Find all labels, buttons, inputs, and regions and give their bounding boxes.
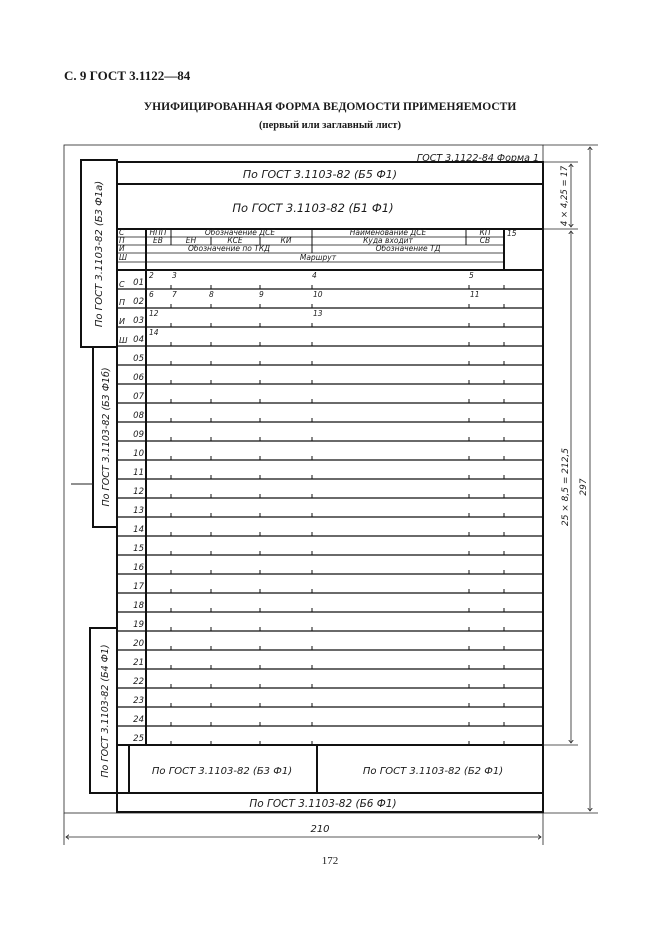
col-oboz-tkd-label: Обозначение по ТКД xyxy=(187,244,271,253)
field-number-8: 8 xyxy=(209,290,214,299)
row-prefix-01: С xyxy=(119,280,125,289)
page-number: 172 xyxy=(321,855,339,867)
dimension-rows: 25 × 8,5 = 212,5 xyxy=(561,447,571,527)
dimension-width: 210 xyxy=(310,824,330,835)
line-number: 22 xyxy=(133,677,144,687)
col-ki-label: КИ xyxy=(280,236,292,245)
header-grid xyxy=(117,229,543,745)
line-number: 23 xyxy=(133,696,144,706)
page-title: УНИФИЦИРОВАННАЯ ФОРМА ВЕДОМОСТИ ПРИМЕНЯЕМОСТИ xyxy=(143,101,517,113)
page-subtitle: (первый или заглавный лист) xyxy=(259,120,401,131)
col-marshrut-label: Маршрут xyxy=(299,253,337,262)
stamp-b3f1b: По ГОСТ 3.1103-82 (Б3 Ф1б) xyxy=(101,367,112,507)
line-number: 14 xyxy=(133,525,144,535)
line-number: 05 xyxy=(133,354,144,364)
line-number: 12 xyxy=(133,487,144,497)
line-number: 02 xyxy=(133,297,144,307)
row-prefix-03: И xyxy=(119,317,125,326)
col-naim-dse-label: Наименование ДСЕ xyxy=(349,228,427,237)
stamp-b3f1a: По ГОСТ 3.1103-82 (Б3 Ф1а) xyxy=(94,180,105,328)
line-number: 18 xyxy=(133,601,144,611)
field-number-14: 14 xyxy=(149,328,159,337)
col-en-label: ЕН xyxy=(185,236,197,245)
line-number: 19 xyxy=(133,620,144,630)
line-rows xyxy=(117,278,543,745)
stamp-b2f1: По ГОСТ 3.1103-82 (Б2 Ф1) xyxy=(362,766,504,777)
line-number: 01 xyxy=(133,278,144,288)
line-number: 25 xyxy=(133,734,144,744)
field-number-12: 12 xyxy=(149,309,159,318)
field-number-5: 5 xyxy=(469,271,474,280)
line-number: 21 xyxy=(133,658,144,668)
line-number: 04 xyxy=(133,335,144,345)
line-number: 24 xyxy=(133,715,144,725)
field-number-3: 3 xyxy=(172,271,177,280)
col-kse-label: КСЕ xyxy=(227,236,243,245)
line-number: 16 xyxy=(133,563,144,573)
col-kuda-label: Куда входит xyxy=(363,236,413,245)
col-sv-label: СВ xyxy=(479,236,491,245)
row-prefix-04: Ш xyxy=(119,336,128,345)
field-number-6: 6 xyxy=(149,290,154,299)
dimension-top: 4 × 4,25 = 17 xyxy=(560,165,570,227)
field-number-4: 4 xyxy=(312,271,317,280)
page-reference: С. 9 ГОСТ 3.1122—84 xyxy=(64,68,191,83)
col-oboz-dse-label: Обозначение ДСЕ xyxy=(204,228,276,237)
stamp-b1f1: По ГОСТ 3.1103-82 (Б1 Ф1) xyxy=(232,201,394,215)
line-number: 13 xyxy=(133,506,144,516)
field-number-15: 15 xyxy=(507,229,517,238)
line-number: 20 xyxy=(133,639,144,649)
stamp-b6f1: По ГОСТ 3.1103-82 (Б6 Ф1) xyxy=(249,798,397,810)
row-prefixes xyxy=(119,280,128,345)
row-prefix-02: П xyxy=(119,298,126,307)
field-number-10: 10 xyxy=(313,290,323,299)
line-number: 03 xyxy=(133,316,144,326)
stamp-b3f1: По ГОСТ 3.1103-82 (Б3 Ф1) xyxy=(151,766,293,777)
field-number-13: 13 xyxy=(313,309,323,318)
row-letter-s: С xyxy=(119,228,125,237)
dimension-height: 297 xyxy=(579,478,589,496)
stamp-b5f1: По ГОСТ 3.1103-82 (Б5 Ф1) xyxy=(242,168,398,181)
line-number: 09 xyxy=(133,430,144,440)
line-number: 08 xyxy=(133,411,144,421)
form-corner-label: ГОСТ 3.1122-84 Форма 1 xyxy=(416,153,539,164)
line-number: 07 xyxy=(133,392,144,402)
field-number-9: 9 xyxy=(259,290,264,299)
field-number-2: 2 xyxy=(149,271,154,280)
col-oboz-td-label: Обозначение ТД xyxy=(375,244,441,253)
field-number-11: 11 xyxy=(470,290,480,299)
col-npp-label: НПП xyxy=(149,228,167,237)
field-number-7: 7 xyxy=(172,290,177,299)
line-number: 17 xyxy=(133,582,144,592)
row-letter-sh: Ш xyxy=(119,253,128,262)
line-number: 11 xyxy=(133,468,144,478)
line-number: 10 xyxy=(133,449,144,459)
dimension-lines xyxy=(64,145,598,845)
row-letter-p: П xyxy=(119,236,125,245)
col-kp-label: КП xyxy=(479,228,491,237)
header-row-4 xyxy=(119,253,337,262)
line-number: 06 xyxy=(133,373,144,383)
line-number: 15 xyxy=(133,544,144,554)
row-letter-i: И xyxy=(119,244,125,253)
stamp-b4f1: По ГОСТ 3.1103-82 (Б4 Ф1) xyxy=(100,644,111,778)
col-ev-label: ЕВ xyxy=(153,236,163,245)
